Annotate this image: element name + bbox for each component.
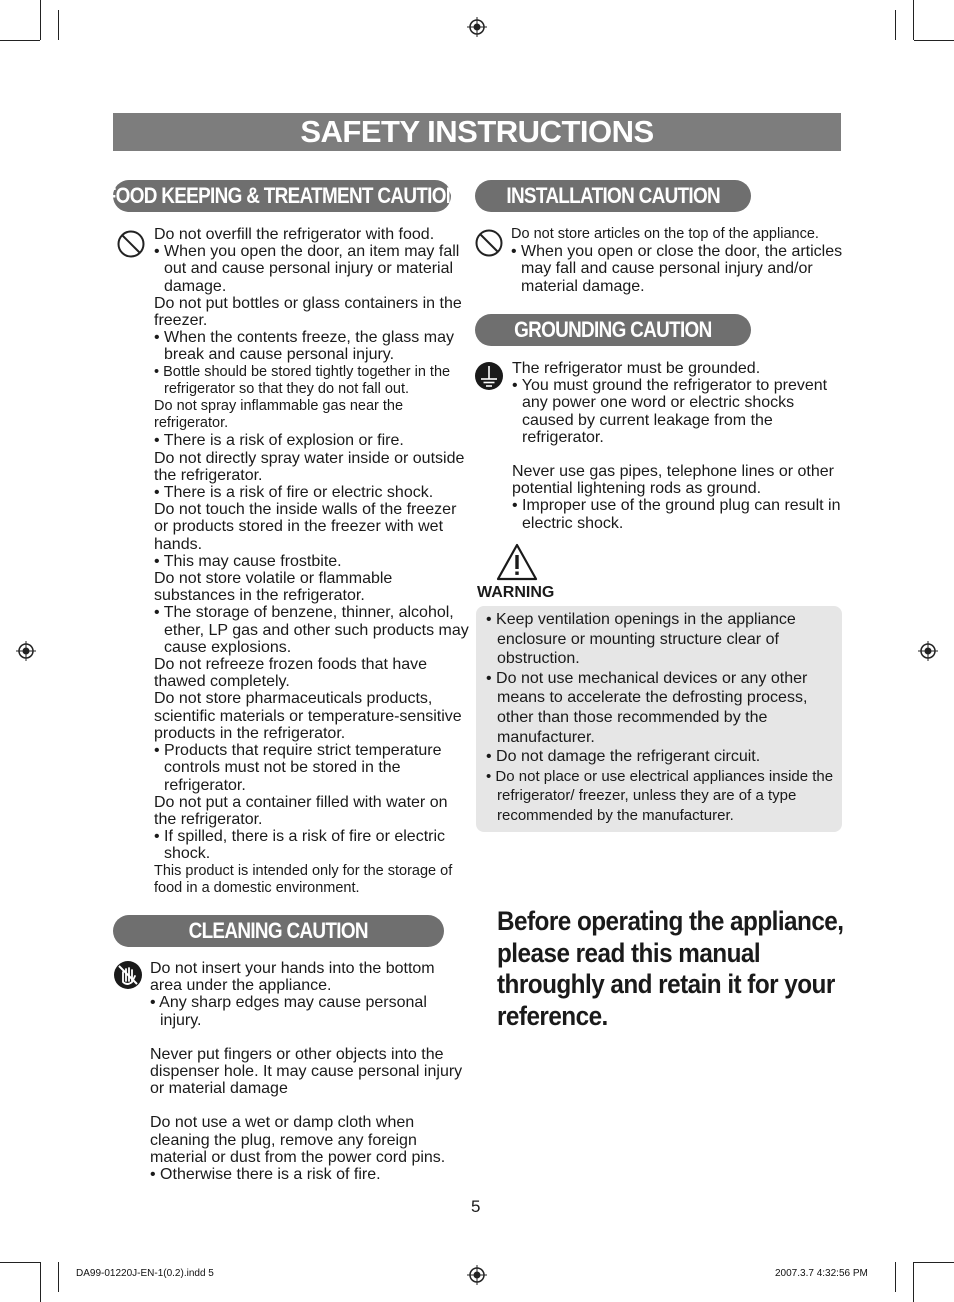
food-line: Do not overfill the refrigerator with food. bbox=[154, 226, 435, 243]
food-line: • Products that require strict temperature controls must not be stored in the refrigerator. bbox=[154, 742, 442, 794]
installation-line: • When you open or close the door, the articles may fall and cause personal injury and/or material damage. bbox=[511, 243, 843, 295]
food-line: • There is a risk of explosion or fire. bbox=[154, 432, 404, 450]
crop-mark bbox=[0, 1262, 40, 1263]
food-line: • When you open the door, an item may fall out and cause personal injury or material damage. bbox=[154, 243, 460, 295]
cleaning-line: Do not use a wet or damp cloth when cleaning the plug, remove any foreign material or dust from the power cord pins. bbox=[150, 1114, 446, 1166]
food-line: Do not directly spray water inside or outside the refrigerator. bbox=[154, 449, 465, 484]
prohibition-icon bbox=[474, 228, 504, 258]
cleaning-line: Never put fingers or other objects into the dispenser hole. It may cause personal injury or material damage bbox=[150, 1045, 463, 1098]
registration-mark-icon bbox=[467, 17, 487, 37]
warning-item: • Do not damage the refrigerant circuit. bbox=[486, 748, 761, 766]
installation-caution-heading: INSTALLATION CAUTION bbox=[475, 180, 751, 212]
notice-line: reference. bbox=[497, 1000, 608, 1031]
footer-timestamp: 2007.3.7 4:32:56 PM bbox=[775, 1268, 868, 1279]
crop-mark bbox=[0, 40, 40, 41]
grounding-line: Never use gas pipes, telephone lines or other potential lightening rods as ground. bbox=[512, 463, 834, 498]
notice-line: throughly and retain it for your bbox=[497, 969, 835, 999]
grounding-caution-text bbox=[512, 360, 842, 532]
registration-mark-icon bbox=[16, 641, 36, 661]
registration-mark-icon bbox=[467, 1265, 487, 1285]
food-line: Do not put bottles or glass containers in the freezer. bbox=[154, 294, 462, 330]
warning-item: • Keep ventilation openings in the appliance enclosure or mounting structure clear of obstruction. bbox=[486, 611, 796, 668]
food-line: Do not refreeze frozen foods that have thawed completely. bbox=[154, 656, 428, 691]
food-line: • The storage of benzene, thinner, alcohol, ether, LP gas and other such products may cause explosions. bbox=[154, 604, 469, 656]
food-caution-text bbox=[154, 226, 474, 897]
ground-icon bbox=[474, 361, 504, 391]
food-line: • When the contents freeze, the glass may break and cause personal injury. bbox=[154, 329, 454, 364]
crop-mark bbox=[914, 1262, 954, 1263]
food-line: • There is a risk of fire or electric shock. bbox=[154, 484, 434, 502]
crop-mark bbox=[895, 1262, 896, 1292]
food-line: This product is intended only for the storage of food in a domestic environment. bbox=[154, 862, 453, 896]
crop-mark bbox=[913, 1262, 914, 1302]
crop-mark bbox=[914, 40, 954, 41]
installation-line: Do not store articles on the top of the appliance. bbox=[511, 226, 819, 242]
crop-mark bbox=[40, 1262, 41, 1302]
food-line: • This may cause frostbite. bbox=[154, 552, 342, 570]
crop-mark bbox=[58, 1262, 59, 1292]
cleaning-caution-heading: CLEANING CAUTION bbox=[113, 915, 444, 947]
food-line: • If spilled, there is a risk of fire or electric shock. bbox=[154, 828, 446, 863]
notice-line: Before operating the appliance, bbox=[497, 906, 844, 936]
food-line: Do not touch the inside walls of the freezer or products stored in the freezer with wet hands. bbox=[154, 501, 457, 553]
food-line: Do not store volatile or flammable substances in the refrigerator. bbox=[154, 570, 393, 605]
read-manual-notice bbox=[497, 906, 847, 1032]
warning-triangle-icon bbox=[496, 543, 538, 581]
food-caution-heading: FOOD KEEPING & TREATMENT CAUTION bbox=[113, 180, 451, 212]
food-line: Do not put a container filled with water on the refrigerator. bbox=[154, 793, 448, 828]
warning-item: • Do not use mechanical devices or any other means to accelerate the defrosting process, other than those recommended by the manufacturer. bbox=[486, 669, 808, 746]
crop-mark bbox=[913, 0, 914, 40]
no-hand-icon bbox=[113, 960, 143, 990]
crop-mark bbox=[895, 10, 896, 40]
warning-label: WARNING bbox=[477, 584, 555, 601]
page-title-bar bbox=[113, 113, 841, 151]
grounding-line: • Improper use of the ground plug can result in electric shock. bbox=[512, 497, 841, 532]
page-title: SAFETY INSTRUCTIONS bbox=[300, 114, 654, 149]
food-line: • Bottle should be stored tightly together in the refrigerator so that they do not fall out. bbox=[154, 363, 451, 397]
registration-mark-icon bbox=[918, 641, 938, 661]
prohibition-icon bbox=[116, 229, 146, 259]
grounding-caution-heading: GROUNDING CAUTION bbox=[475, 314, 751, 346]
footer-file-name: DA99-01220J-EN-1(0.2).indd 5 bbox=[76, 1268, 214, 1279]
page-number: 5 bbox=[471, 1197, 481, 1216]
warning-box bbox=[476, 606, 842, 832]
notice-line: please read this manual bbox=[497, 937, 761, 968]
cleaning-line: • Otherwise there is a risk of fire. bbox=[150, 1166, 381, 1184]
installation-caution-text bbox=[511, 226, 851, 295]
grounding-line: • You must ground the refrigerator to prevent any power one word or electric shocks caused by current leakage from the refrigerator. bbox=[512, 377, 828, 446]
crop-mark bbox=[40, 0, 41, 40]
grounding-line: The refrigerator must be grounded. bbox=[512, 360, 761, 377]
cleaning-line: Do not insert your hands into the bottom area under the appliance. bbox=[150, 960, 435, 995]
cleaning-caution-text bbox=[150, 960, 470, 1183]
cleaning-line: • Any sharp edges may cause personal injury. bbox=[150, 994, 427, 1029]
food-line: Do not store pharmaceuticals products, scientific materials or temperature-sensitive products in the refrigerator. bbox=[154, 690, 462, 742]
crop-mark bbox=[58, 10, 59, 40]
warning-item: • Do not place or use electrical appliances inside the refrigerator/ freezer, unless they are of a type recommended by the manufacturer. bbox=[486, 767, 834, 824]
food-line: Do not spray inflammable gas near the refrigerator. bbox=[154, 398, 404, 432]
